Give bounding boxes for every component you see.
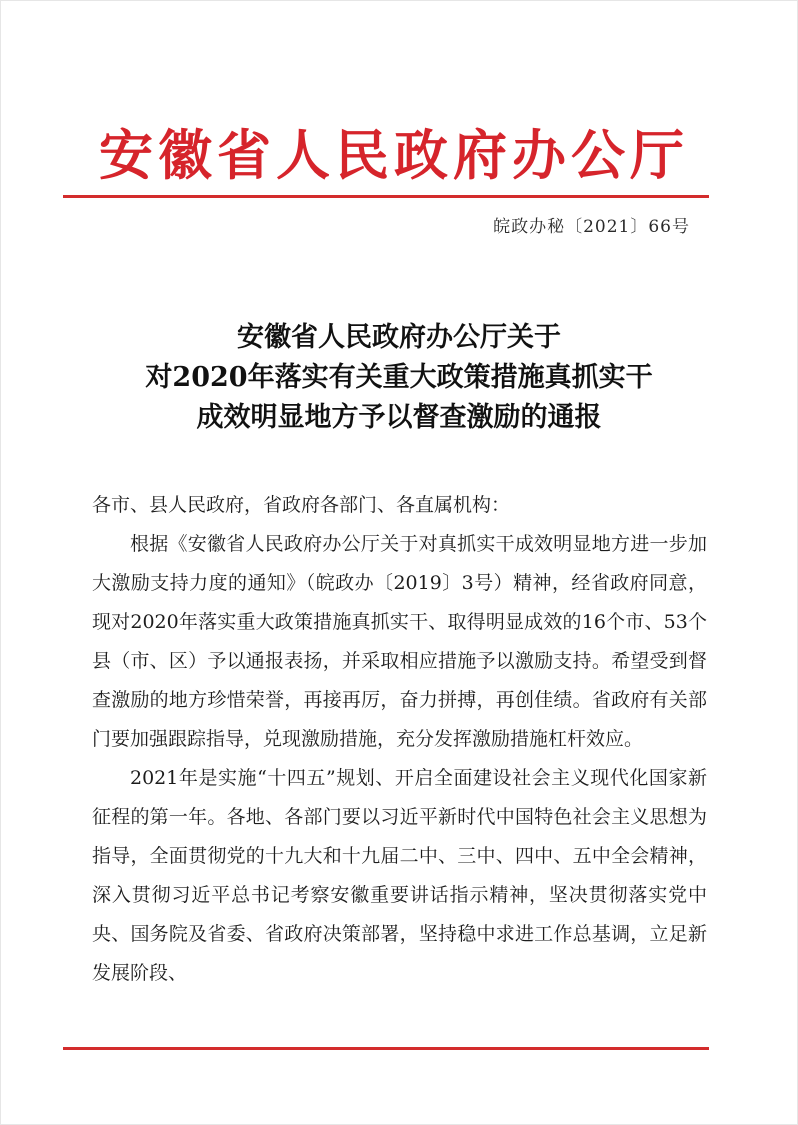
- document-title: [60, 318, 738, 438]
- masthead-red-rule: [63, 195, 709, 198]
- salutation: 各市、县人民政府，省政府各部门、各直属机构：: [92, 494, 511, 516]
- title-line-2: 对2020年落实有关重大政策措施真抓实干: [145, 362, 653, 393]
- document-body: [92, 486, 707, 993]
- title-line-1: 安徽省人民政府办公厅关于: [237, 322, 561, 353]
- footer-red-rule: [63, 1047, 709, 1050]
- body-paragraph-2: 2021年是实施“十四五”规划、开启全面建设社会主义现代化国家新征程的第一年。各地、各部门要以习近平新时代中国特色社会主义思想为指导，全面贯彻党的十九大和十九届二中、三中、四中、五中全会精神，深入贯彻习近平总书记考察安徽重要讲话指示精神，坚决贯彻落实党中央、国务院及省委、省政府决策部署，坚持稳中求进工作总基调，立足新发展阶段、: [92, 767, 707, 984]
- issuer-masthead: 安徽省人民政府办公厅: [99, 123, 689, 187]
- title-line-3: 成效明显地方予以督查激励的通报: [196, 402, 602, 433]
- document-number: 皖政办秘〔2021〕66号: [493, 217, 690, 237]
- body-paragraph-1: 根据《安徽省人民政府办公厅关于对真抓实干成效明显地方进一步加大激励支持力度的通知》（皖政办〔2019〕3号）精神，经省政府同意，现对2020年落实重大政策措施真抓实干、取得明显成效的16个市、53个县（市、区）予以通报表扬，并采取相应措施予以激励支持。希望受到督查激励的地方珍惜荣誉，再接再厉，奋力拼搏，再创佳绩。省政府有关部门要加强跟踪指导，兑现激励措施，充分发挥激励措施杠杆效应。: [92, 533, 707, 750]
